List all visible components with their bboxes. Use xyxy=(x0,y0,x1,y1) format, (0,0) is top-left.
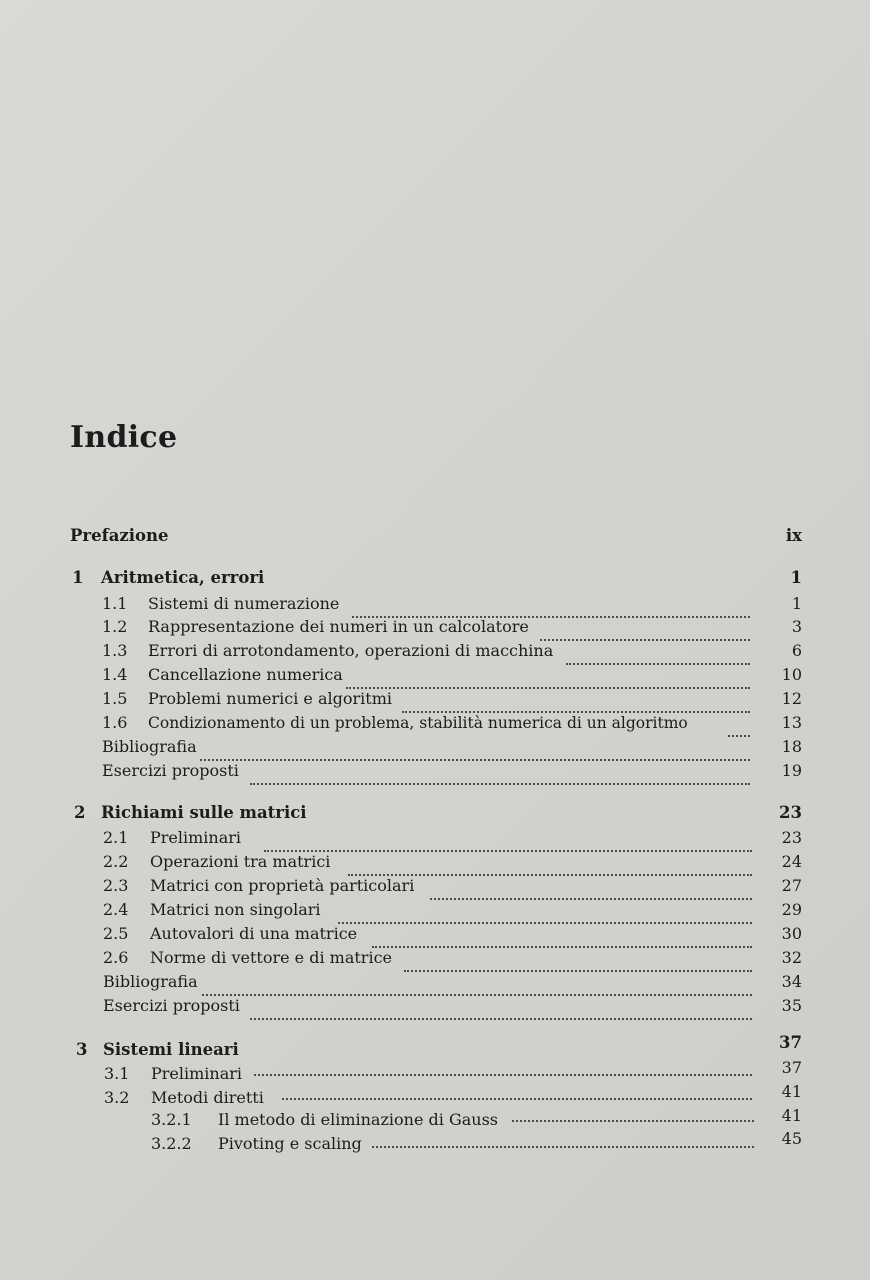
toc-extra-page: 35 xyxy=(781,996,802,1015)
toc-section-1-4 xyxy=(0,665,870,689)
toc-section-title: Autovalori di una matrice xyxy=(150,924,358,943)
toc-section-1-3 xyxy=(0,641,870,665)
toc-section-1-1 xyxy=(0,594,870,618)
toc-entry-title: Prefazione xyxy=(70,526,169,545)
toc-section-page: 23 xyxy=(781,828,802,847)
toc-section-number: 2.1 xyxy=(103,828,129,847)
toc-dot-leader xyxy=(372,1134,754,1148)
toc-section-number: 2.4 xyxy=(103,900,129,919)
toc-section-page: 10 xyxy=(781,665,802,684)
toc-section-title: Preliminari xyxy=(150,828,242,847)
toc-entry-preface xyxy=(0,526,870,550)
toc-section-number: 2.3 xyxy=(103,876,129,895)
toc-section-title: Preliminari xyxy=(151,1064,243,1083)
toc-extra-title: Esercizi proposti xyxy=(103,996,240,1015)
toc-section-page: 29 xyxy=(781,900,802,919)
toc-section-page: 3 xyxy=(791,617,802,636)
toc-section-page: 30 xyxy=(781,924,802,943)
toc-section-1-5 xyxy=(0,689,870,713)
toc-section-title: Errori di arrotondamento, operazioni di macchina xyxy=(148,641,554,660)
toc-chapter-title: Richiami sulle matrici xyxy=(101,803,307,822)
toc-section-number: 3.1 xyxy=(104,1064,130,1083)
toc-chapter-page: 23 xyxy=(779,803,802,822)
toc-section-title: Problemi numerici e algoritmi xyxy=(148,689,392,708)
toc-dot-leader xyxy=(202,982,752,996)
toc-section-page: 1 xyxy=(791,594,802,613)
toc-chapter-title: Aritmetica, errori xyxy=(101,568,265,587)
toc-chapter-title: Sistemi lineari xyxy=(103,1040,239,1059)
toc-subsection-3-2-2 xyxy=(0,1129,870,1158)
toc-bibliography-1 xyxy=(0,737,870,761)
toc-section-number: 1.5 xyxy=(102,689,128,708)
toc-extra-title: Bibliografia xyxy=(103,972,198,991)
toc-section-number: 1.3 xyxy=(102,641,128,660)
toc-chapter-1 xyxy=(0,568,870,592)
toc-dot-leader xyxy=(566,651,750,665)
toc-section-page: 24 xyxy=(781,852,802,871)
toc-dot-leader xyxy=(348,862,752,876)
toc-section-2-5 xyxy=(0,924,870,948)
toc-section-2-3 xyxy=(0,876,870,900)
toc-dot-leader xyxy=(250,1006,752,1020)
toc-section-title: Metodi diretti xyxy=(151,1088,264,1107)
toc-section-number: 1.1 xyxy=(102,594,128,613)
toc-section-number: 2.2 xyxy=(103,852,129,871)
toc-subsection-number: 3.2.2 xyxy=(151,1134,192,1153)
toc-subsection-page: 41 xyxy=(781,1106,802,1125)
toc-section-page: 13 xyxy=(781,713,802,732)
toc-section-2-1 xyxy=(0,828,870,852)
toc-subsection-number: 3.2.1 xyxy=(151,1110,192,1129)
toc-section-number: 3.2 xyxy=(104,1088,130,1107)
toc-dot-leader xyxy=(540,627,750,641)
toc-dot-leader xyxy=(338,910,752,924)
toc-chapter-page: 1 xyxy=(790,568,802,587)
toc-exercises-2 xyxy=(0,996,870,1020)
toc-dot-leader xyxy=(402,699,750,713)
toc-extra-page: 34 xyxy=(781,972,802,991)
toc-dot-leader xyxy=(404,958,752,972)
toc-section-page: 12 xyxy=(781,689,802,708)
toc-dot-leader xyxy=(346,675,750,689)
toc-chapter-number: 2 xyxy=(74,803,86,822)
toc-dot-leader xyxy=(200,747,750,761)
toc-section-number: 1.4 xyxy=(102,665,128,684)
toc-section-title: Matrici non singolari xyxy=(150,900,321,919)
toc-dot-leader xyxy=(254,1062,752,1076)
toc-dot-leader xyxy=(430,886,752,900)
toc-subsection-title: Il metodo di eliminazione di Gauss xyxy=(218,1110,498,1129)
toc-section-number: 2.5 xyxy=(103,924,129,943)
toc-section-title: Operazioni tra matrici xyxy=(150,852,331,871)
toc-section-title: Matrici con proprietà particolari xyxy=(150,876,415,895)
toc-chapter-number: 1 xyxy=(72,568,84,587)
toc-subsection-page: 45 xyxy=(781,1129,802,1148)
toc-section-3-1 xyxy=(0,1058,870,1088)
toc-section-number: 1.6 xyxy=(102,713,128,732)
toc-section-page: 37 xyxy=(781,1058,802,1077)
page-title: Indice xyxy=(70,420,178,455)
toc-extra-page: 18 xyxy=(781,737,802,756)
toc-extra-title: Esercizi proposti xyxy=(102,761,239,780)
toc-section-number: 2.6 xyxy=(103,948,129,967)
toc-subsection-3-2-1 xyxy=(0,1106,870,1134)
toc-section-2-6 xyxy=(0,948,870,972)
toc-entry-page: ix xyxy=(785,526,802,545)
toc-chapter-number: 3 xyxy=(76,1040,88,1059)
toc-dot-leader xyxy=(282,1086,752,1100)
toc-section-title: Sistemi di numerazione xyxy=(148,594,340,613)
toc-dot-leader xyxy=(250,771,750,785)
toc-extra-page: 19 xyxy=(781,761,802,780)
toc-section-1-6 xyxy=(0,713,870,737)
toc-section-2-2 xyxy=(0,852,870,876)
toc-section-title: Rappresentazione dei numeri in un calcolatore xyxy=(148,617,529,636)
toc-dot-leader xyxy=(728,723,750,737)
toc-chapter-2 xyxy=(0,803,870,827)
toc-section-page: 41 xyxy=(781,1082,802,1101)
toc-exercises-1 xyxy=(0,761,870,785)
toc-section-page: 6 xyxy=(791,641,802,660)
toc-section-1-2 xyxy=(0,617,870,641)
toc-chapter-page: 37 xyxy=(779,1033,802,1052)
toc-subsection-title: Pivoting e scaling xyxy=(218,1134,362,1153)
toc-chapter-3 xyxy=(0,1033,870,1064)
toc-section-page: 32 xyxy=(781,948,802,967)
toc-extra-title: Bibliografia xyxy=(102,737,197,756)
toc-section-title: Cancellazione numerica xyxy=(148,665,343,684)
toc-dot-leader xyxy=(372,934,752,948)
toc-section-2-4 xyxy=(0,900,870,924)
toc-section-page: 27 xyxy=(781,876,802,895)
toc-dot-leader xyxy=(512,1108,754,1122)
toc-section-title: Condizionamento di un problema, stabilità numerica di un algoritmo xyxy=(148,714,688,732)
toc-section-number: 1.2 xyxy=(102,617,128,636)
toc-dot-leader xyxy=(352,604,750,618)
toc-section-title: Norme di vettore e di matrice xyxy=(150,948,392,967)
toc-bibliography-2 xyxy=(0,972,870,996)
toc-dot-leader xyxy=(264,838,752,852)
